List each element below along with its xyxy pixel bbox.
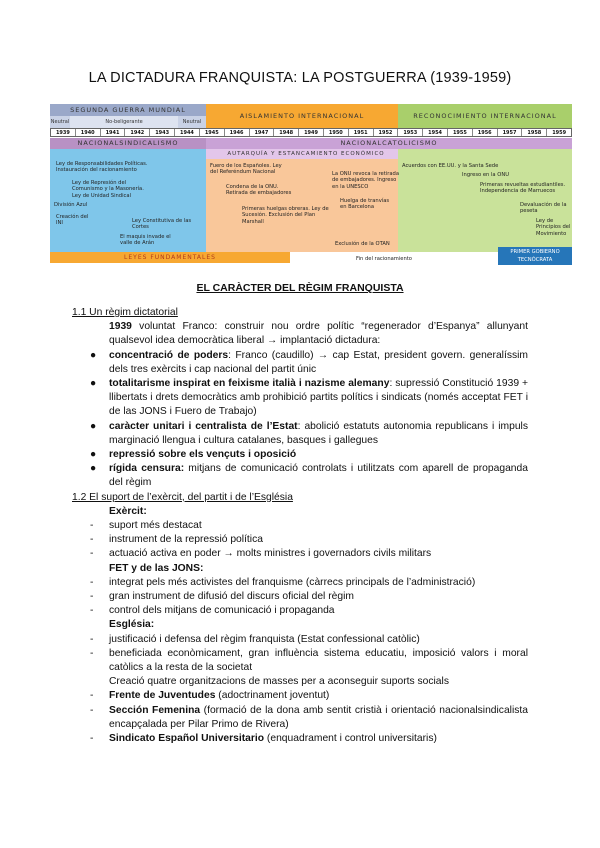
list-item: - Sección Femenina (formació de la dona amb sentit cristià i orientació nacionalsindicalista encapçalada per Pilar Primo de Rivera) [90,704,528,730]
page-title: LA DICTADURA FRANQUISTA: LA POSTGUERRA (1939-1959) [88,70,512,86]
event-text: Fuero de los Españoles. Ley del Referéndum Nacional [210,163,282,176]
event-text: Fin del racionamiento [356,256,412,262]
year-label: 1958 [522,129,547,136]
year-label: 1943 [150,129,175,136]
autarquia-band: AUTARQUÍA Y ESTANCAMIENTO ECONÓMICO [206,149,406,159]
section-title: EL CARÀCTER DEL RÈGIM FRANQUISTA [196,282,404,294]
year-label: 1947 [250,129,275,136]
list-item: - instrument de la repressió política [90,534,263,546]
list-item: ● rígida censura: mitjans de comunicació controlats i utilitzats com aparell de propaganda del règim [90,463,528,489]
event-text: Devaluación de la peseta [520,202,567,215]
year-label: 1953 [398,129,423,136]
year-label: 1951 [349,129,374,136]
year-label: 1944 [175,129,200,136]
neutral-label-2: Neutral [178,116,206,128]
event-text: Ley de Represión del Comunismo y la Masonería. Ley de Unidad Sindical [72,180,144,199]
no-beligerante-label: No-beligerante [70,116,178,128]
event-text: División Azul [54,202,88,208]
list-item: - Frente de Juventudes (adoctrinament joventut) [90,690,330,702]
event-text: Exclusión de la OTAN [335,241,390,247]
event-text: Ley de Principios del Movimiento [536,218,571,237]
event-text: El maquis invade el valle de Arán [120,234,171,247]
group-label: Exèrcit: [109,505,147,517]
year-label: 1942 [125,129,150,136]
year-label: 1954 [423,129,448,136]
list-item: - beneficiada econòmicament, gran influència sistema educatiu, imposició valors i moral catòlics a la resta de la societat [90,647,528,674]
event-text: Ley de Responsabilidades Políticas. Instauración del racionamiento [56,161,148,174]
aislamiento-band: AISLAMIENTO INTERNACIONAL [206,104,398,128]
list-item: - gran instrument de difusió del discurs oficial del règim [90,591,354,603]
event-text: Primeras revueltas estudiantiles. Independencia de Marruecos [480,182,566,195]
event-text: Ingreso en la ONU [462,172,510,178]
event-text: Ley Constitutiva de las Cortes [132,218,192,231]
year-label: 1946 [225,129,250,136]
document-body [72,306,528,746]
list-item: ● repressió sobre els vençuts i oposició [90,449,297,461]
creacio-paragraph: Creació quatre organitzacions de masses per a aconseguir suports socials [109,676,449,688]
list-item: - Sindicato Español Universitario (enquadrament i control universitaris) [90,733,437,745]
year-label: 1957 [498,129,523,136]
list-item: ● caràcter unitari i centralista de l’Estat: abolició estatuts autonomia republicans i impuls marginació llengua i cultura catalanes, basques i gallegues [90,420,528,446]
year-label: 1959 [552,130,567,136]
reconocimiento-band: RECONOCIMIENTO INTERNACIONAL [398,104,572,128]
year-label: 1952 [374,129,399,136]
event-text: Acuerdos con EE.UU. y la Santa Sede [402,163,499,169]
event-text: Creación del INI [56,214,89,227]
subsection-heading: 1.1 Un règim dictatorial [72,307,178,318]
year-label: 1950 [324,129,349,136]
event-text: Primeras huelgas obreras. Ley de Sucesión. Exclusión del Plan Marshall [242,206,329,225]
list-item: - control dels mitjans de comunicació i propaganda [90,605,335,617]
year-label: 1945 [200,129,225,136]
subsection-heading: 1.2 El suport de l’exèrcit, del partit i de l’Església [72,491,293,503]
year-label: 1949 [299,129,324,136]
year-label: 1955 [448,129,473,136]
nacionalcatolicismo-band: NACIONALCATOLICISMO [206,138,572,149]
year-label: 1941 [101,129,126,136]
year-label: 1956 [473,129,498,136]
leyes-fundamentales-band: LEYES FUNDAMENTALES [50,252,290,263]
years-axis [50,128,572,137]
timeline-infographic [50,104,572,267]
intro-paragraph: 1939 voluntat Franco: construir nou ordre polític “regenerador d’Espanya” allunyant qualsevol idea democràtica liberal → implantació dictadura: [109,321,528,347]
segunda-guerra-band: SEGUNDA GUERRA MUNDIAL [50,104,206,116]
group-label: FET y de las JONS: [109,562,204,574]
group-label: Església: [109,619,155,631]
primer-gobierno-badge: PRIMER GOBIERNO TECNÓCRATA [498,247,572,265]
year-label: 1940 [76,129,101,136]
event-text: La ONU revoca la retirada de embajadores. Ingreso en la UNESCO [332,171,399,190]
year-label: 1948 [274,129,299,136]
neutral-label-1: Neutral [50,116,70,128]
list-item: ● concentració de poders: Franco (caudillo) → cap Estat, president govern. generalíssim dels tres exèrcits i cap nacional del partit únic [90,349,528,375]
list-item: - actuació activa en poder → molts ministres i governadors civils militars [90,548,432,560]
event-text: Condena de la ONU. Retirada de embajadores [226,184,292,197]
list-item: - justificació i defensa del règim franquista (Estat confessional catòlic) [90,633,420,645]
nacionalsindicalismo-band: NACIONALSINDICALISMO [50,138,206,149]
event-text: Huelga de tranvías en Barcelona [340,198,390,211]
list-item: ● totalitarisme inspirat en feixisme italià i nazisme alemany: supressió Constitució 1939 + llibertats i drets democràtics amb prohibició partits polítics i sindicats (només acceptat FET i de las JONS i Fuero de Trabajo) [90,378,528,418]
list-item: - integrat pels més activistes del franquisme (càrrecs principals de l’administració) [90,576,476,588]
year-label: 1939 [51,129,76,136]
list-item: - suport més destacat [90,520,202,532]
